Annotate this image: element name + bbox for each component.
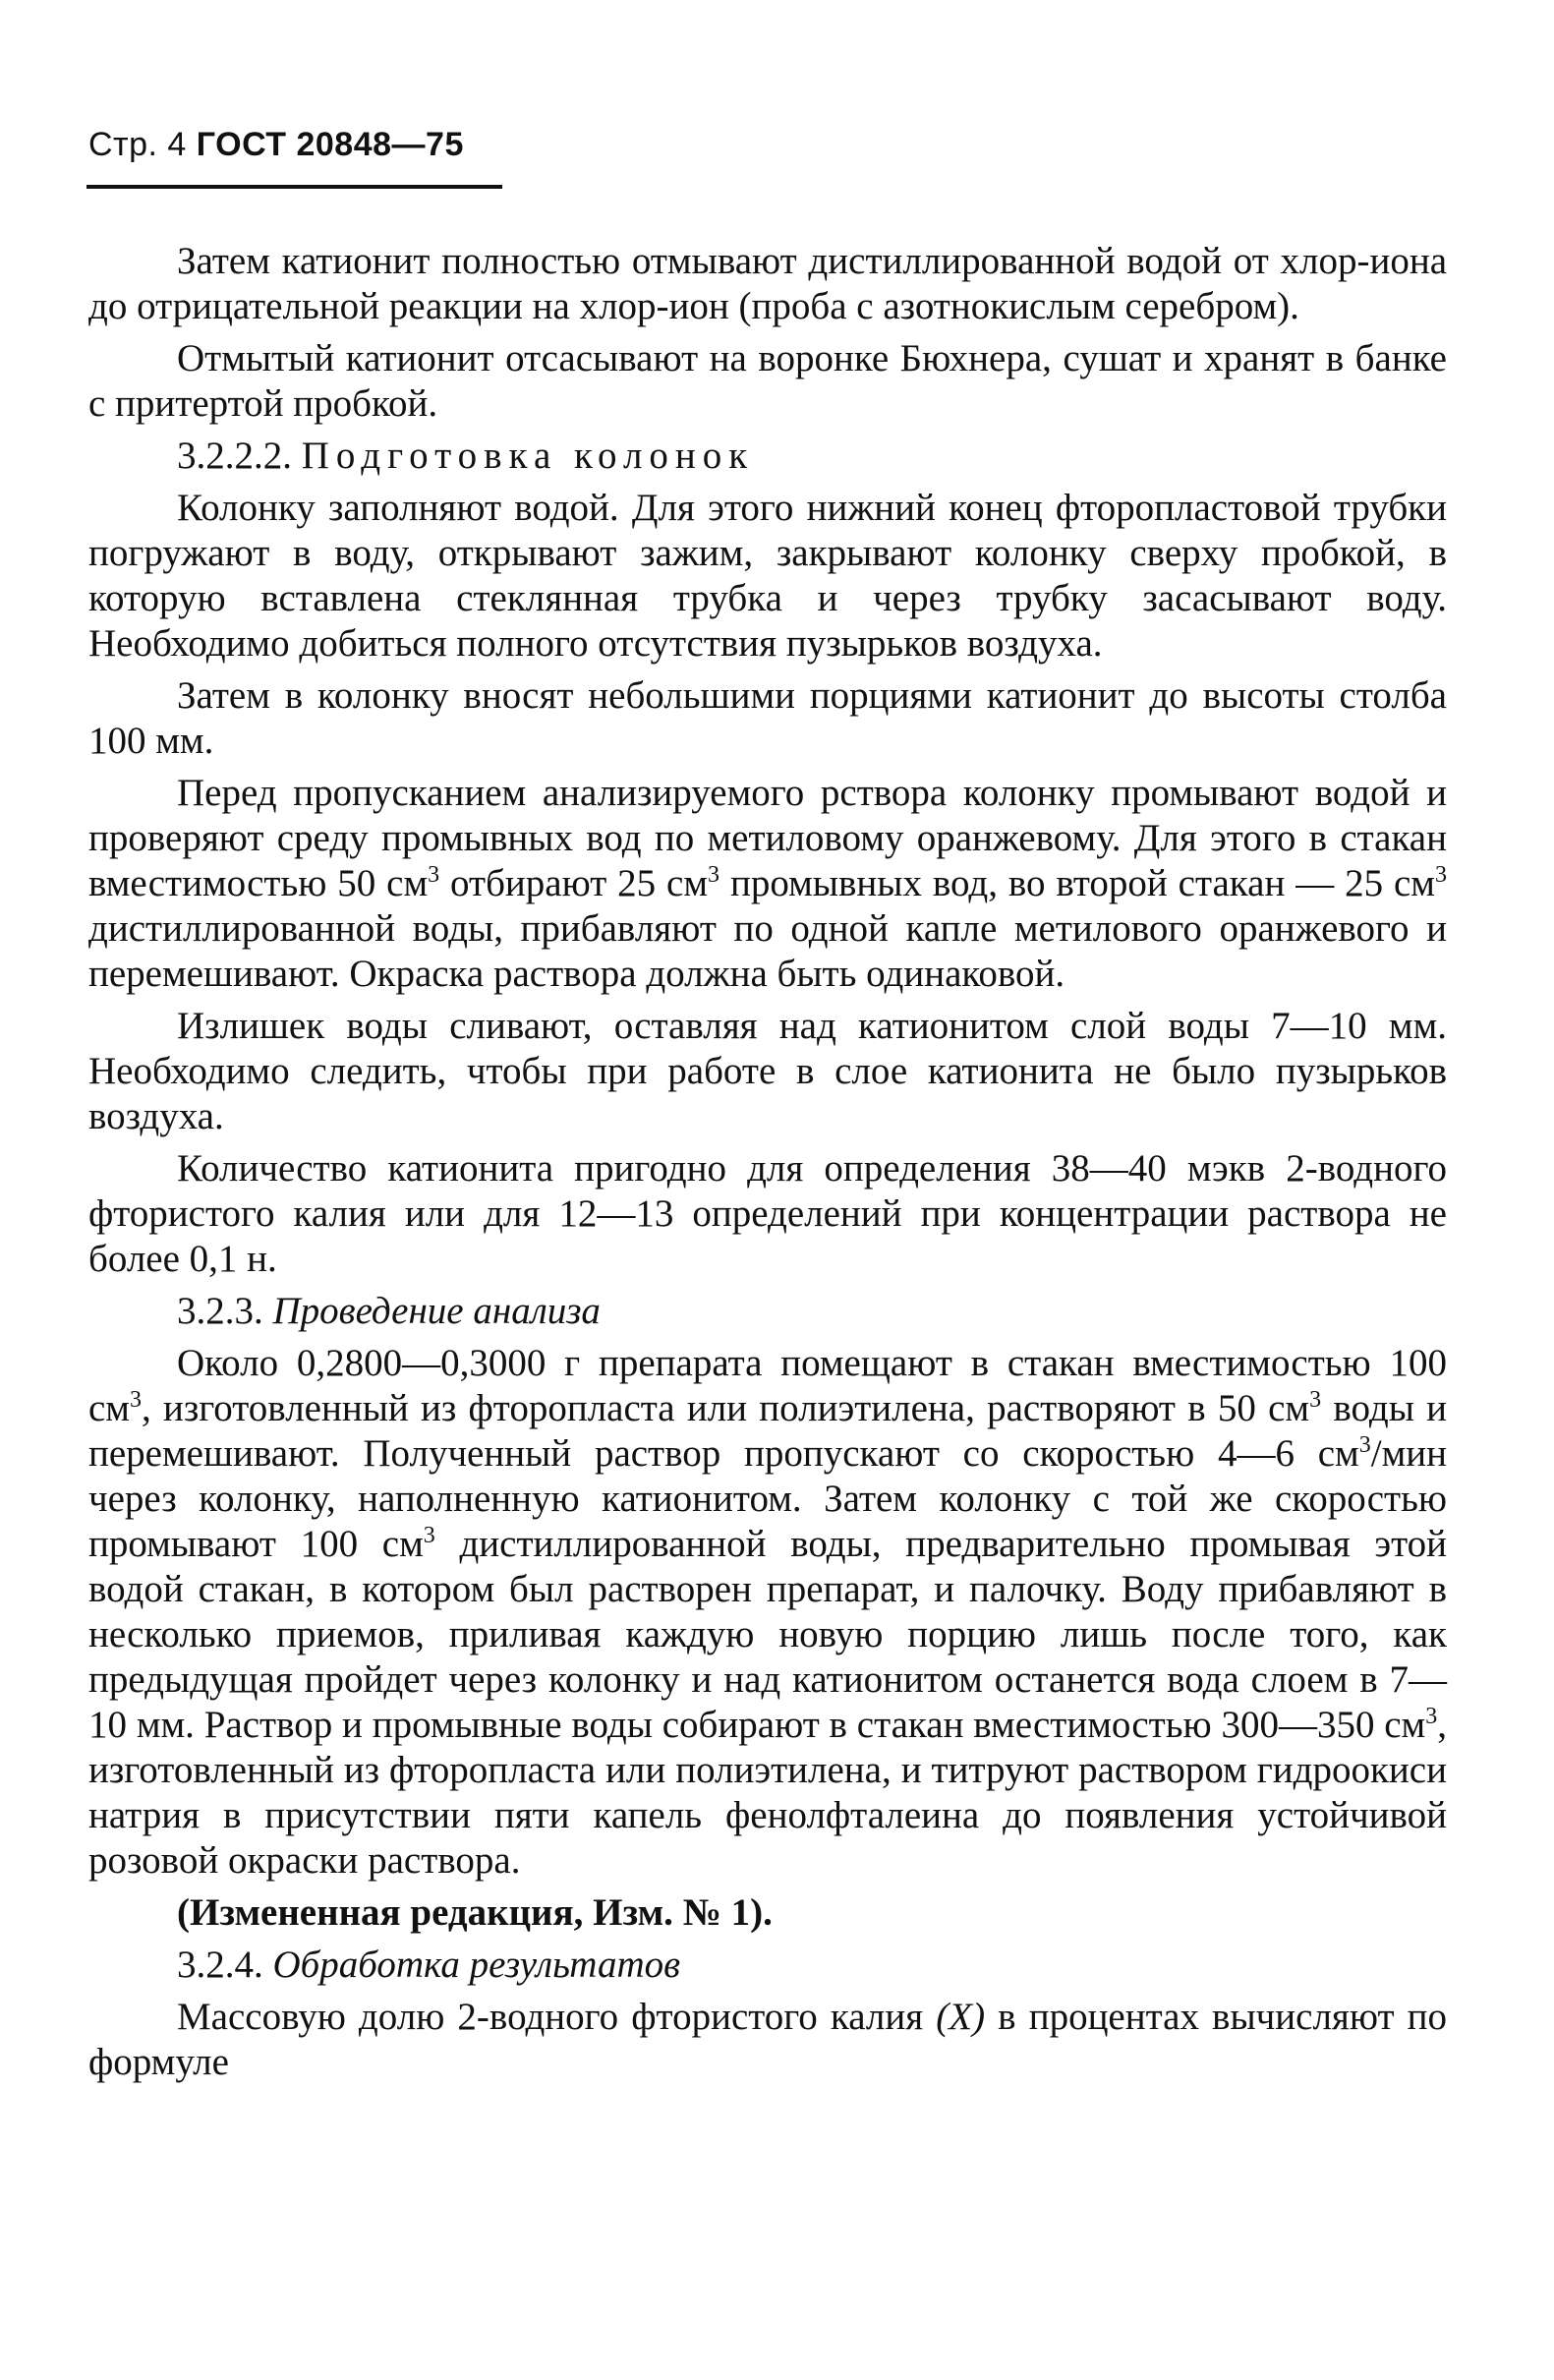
standard-designation: ГОСТ 20848—75 bbox=[196, 126, 464, 163]
section-heading bbox=[88, 434, 1447, 479]
paragraph: Перед пропусканием анализируемого рствора колонку промывают водой и проверяют среду промывных вод по метиловому оранжевому. Для этого в стакан вместимостью 50 $см^3$ отбирают 25 $см^3$ промывных вод, во второй стакан — 25 $см^3$ дистиллированной воды, прибавляют по одной капле метилового оранжевого и перемешивают. Окраска раствора должна быть одинаковой. bbox=[88, 772, 1447, 995]
document-body bbox=[88, 239, 1447, 2092]
page-number: Стр. 4 bbox=[88, 126, 187, 163]
section-number: 3.2.2.2. bbox=[177, 435, 292, 477]
section-number: 3.2.4. bbox=[177, 1944, 263, 1986]
variable-x: (X) bbox=[936, 1996, 986, 2038]
paragraph: Массовую долю 2-водного фтористого калия (X) в процентах вычисляют по формуле bbox=[88, 1996, 1447, 2083]
amendment-note: (Измененная редакция, Изм. № 1). bbox=[177, 1891, 773, 1934]
paragraph: Затем катионит полностью отмывают дистиллированной водой от хлор-иона до отрицательной реакции на хлор-ион (проба с азотнокислым серебром). bbox=[88, 240, 1447, 327]
section-title: Проведение анализа bbox=[272, 1290, 601, 1332]
paragraph: Отмытый катионит отсасывают на воронке Бюхнера, сушат и хранят в банке с притертой пробкой. bbox=[88, 337, 1447, 425]
paragraph: Колонку заполняют водой. Для этого нижний конец фторопластовой трубки погружают в воду, открывают зажим, закрывают колонку сверху пробкой, в которую вставлена стеклянная трубка и через трубку засасывают воду. Необходимо добиться полного отсутствия пузырьков воздуха. bbox=[88, 487, 1447, 665]
paragraph: Около 0,2800—0,3000 г препарата помещают в стакан вместимостью 100 $см^3$, изготовленный из фторопласта или полиэтилена, растворяют в 50 $см^3$ воды и перемешивают. Полученный раствор пропускают со скоростью 4—6 $см^3$/мин через колонку, наполненную катионитом. Затем колонку с той же скоростью промывают 100 $см^3$ дистиллированной воды, предварительно промывая этой водой стакан, в котором был растворен препарат, и палочку. Воду прибавляют в несколько приемов, приливая каждую новую порцию лишь после того, как предыдущая пройдет через колонку и над катионитом останется вода слоем в 7—10 мм. Раствор и промывные воды собирают в стакан вместимостью 300—350 $см^3$, изготовленный из фторопласта или полиэтилена, и титруют раствором гидроокиси натрия в присутствии пяти капель фенолфталеина до появления устойчивой розовой окраски раствора. bbox=[88, 1342, 1448, 1882]
section-number: 3.2.3. bbox=[177, 1290, 263, 1332]
paragraph: Излишек воды сливают, оставляя над катионитом слой воды 7—10 мм. Необходимо следить, чтобы при работе в слое катионита не было пузырьков воздуха. bbox=[88, 1005, 1447, 1137]
header-rule bbox=[86, 185, 502, 189]
paragraph: Затем в колонку вносят небольшими порциями катионит до высоты столба 100 мм. bbox=[88, 674, 1447, 762]
running-header bbox=[88, 126, 464, 164]
section-heading bbox=[88, 1943, 1447, 1988]
section-title: Подготовка колонок bbox=[301, 435, 755, 477]
section-title: Обработка результатов bbox=[272, 1944, 681, 1986]
section-heading bbox=[88, 1289, 1447, 1334]
paragraph: Количество катионита пригодно для определения 38—40 мэкв 2-водного фтористого калия или для 12—13 определений при концентрации раствора не более 0,1 н. bbox=[88, 1147, 1447, 1280]
